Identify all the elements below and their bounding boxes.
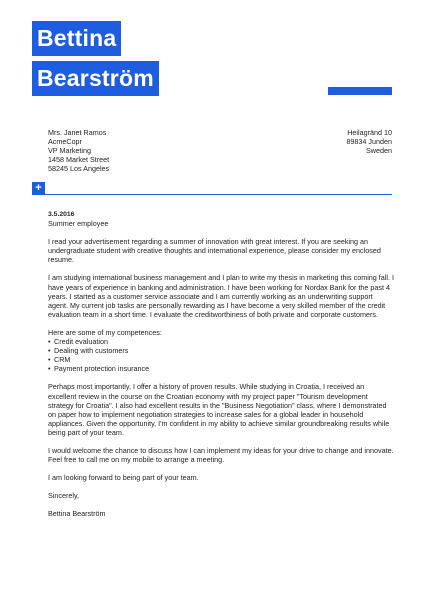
recipient-address: [48, 128, 109, 173]
letter-body: [48, 210, 394, 518]
letter-subject: Summer employee: [48, 219, 109, 229]
list-item: • Dealing with customers: [48, 346, 394, 355]
signature-name: Bettina Bearström: [48, 509, 106, 519]
paragraph: I would welcome the chance to discuss how I can implement my ideas for your drive to change and innovate. Feel free to call me on my mobile to arrange a meeting.: [48, 445, 394, 465]
competences-intro: Here are some of my competences:: [48, 327, 162, 337]
recipient-line: 1458 Market Street: [48, 155, 110, 165]
recipient-line: AcmeCopr: [48, 137, 82, 147]
last-name-block: [32, 61, 159, 96]
competences-list: [48, 337, 394, 373]
sender-address: [346, 128, 392, 155]
list-item: • CRM: [48, 355, 394, 364]
section-divider: [32, 182, 392, 195]
paragraph: I am looking forward to being part of your team.: [48, 473, 199, 483]
first-name: Bettina: [37, 25, 117, 51]
list-item: • Credit evaluation: [48, 337, 394, 346]
divider-line: [45, 194, 392, 195]
paragraph: I read your advertisement regarding a summer of innovation with great interest. If you are seeking an undergraduate student with creative thoughts and international experience, please consider my enclosed resume.: [48, 237, 381, 265]
sender-line: Sweden: [366, 146, 392, 156]
sender-line: Heilagränd 10: [347, 128, 392, 137]
letter-date: 3.5.2016: [48, 211, 75, 218]
plus-icon: +: [32, 182, 45, 195]
recipient-line: Mrs. Janet Ramos: [48, 128, 107, 137]
first-name-block: [32, 21, 121, 56]
closing: Sincerely,: [48, 491, 80, 501]
recipient-line: VP Marketing: [48, 146, 92, 156]
recipient-line: 58245 Los Angeles: [48, 164, 110, 174]
accent-bar: [328, 87, 392, 95]
last-name: Bearström: [37, 65, 154, 91]
paragraph: Perhaps most importantly, I offer a history of proven results. While studying in Croatia, I received an excellent review in the course on the Croatian economy with my project paper "Tourism development strategy for Croatia". I also had excellent results in the "Business Negotiation" class, where I demonstrated on paper how to implement negotiation strategies to increase sales for a global leader in household appliances. Given the opportunity, I'm confident in my ability to achieve similar groundbreaking results while being part of your team.: [48, 382, 390, 437]
list-item: • Payment protection insurance: [48, 364, 394, 373]
paragraph: I am studying international business management and I plan to write my thesis in marketing this coming fall. I have years of experience in banking and administration. I have been working for Nordax Bank for the past 4 years. I started as a customer service associate and I am currently working as an underwriting support agent. My current job tasks are personally rewarding as I have become a very skilled member of the credit evaluation team in a short time. I evaluate the creditworthiness of both private and corporate customers.: [48, 273, 394, 319]
sender-line: 89834 Junden: [346, 137, 392, 147]
